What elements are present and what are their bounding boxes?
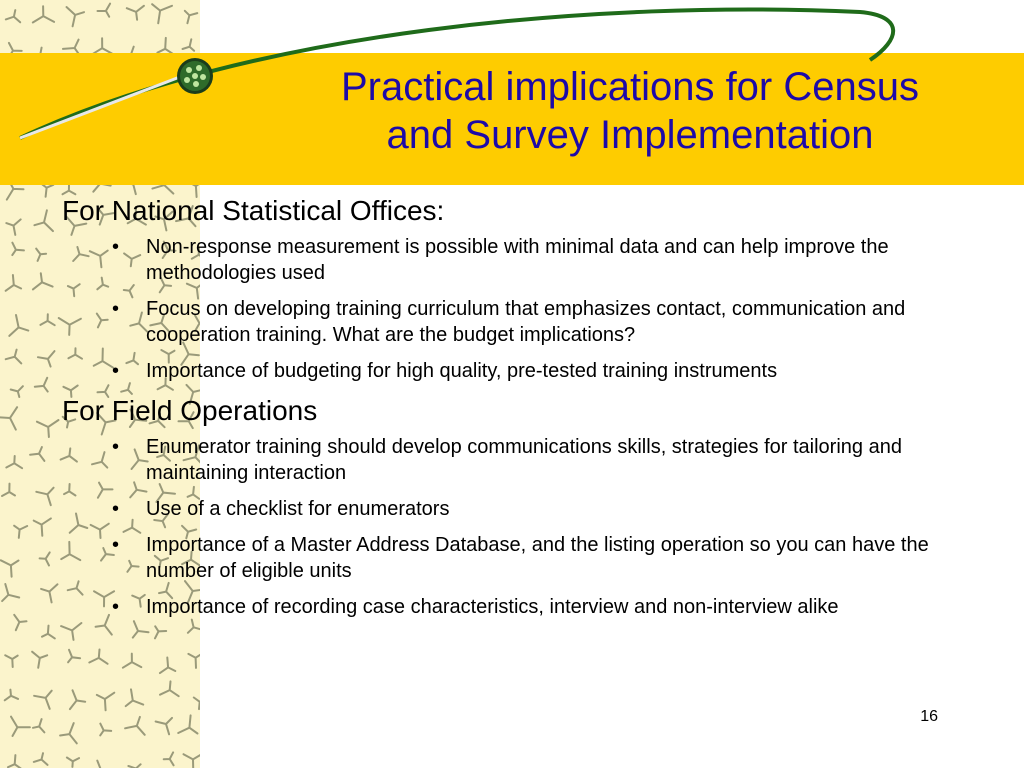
bullet-text: Non-response measurement is possible with minimal data and can help improve the methodologies used [146,236,889,284]
bullet-text: Importance of budgeting for high quality, pre-tested training instruments [146,360,778,382]
bullet-marker: • [112,236,120,258]
bullet-marker: • [112,360,120,382]
bullet-item [62,496,962,522]
section-heading-field-operations: For Field Operations [62,395,318,426]
bullet-marker: • [112,596,120,618]
slide-title [230,63,1024,159]
bullet-marker: • [112,534,120,556]
title-line-1: Practical implications for Census [341,65,919,109]
bullet-text: Use of a checklist for enumerators [146,498,450,520]
bullet-list-field-operations [62,434,962,620]
title-line-2: and Survey Implementation [386,113,874,157]
bullet-item [62,358,962,384]
bullet-marker: • [112,498,120,520]
bullet-marker: • [112,436,120,458]
bullet-item [62,434,962,486]
section-heading-nso: For National Statistical Offices: [62,195,445,226]
bullet-item [62,594,962,620]
bullet-text: Importance of recording case characteristics, interview and non-interview alike [146,596,839,618]
bullet-text: Focus on developing training curriculum that emphasizes contact, communication and cooperation training. What are the budget implications? [146,298,906,346]
bullet-item [62,532,962,584]
bullet-text: Enumerator training should develop communications skills, strategies for tailoring and maintaining interaction [146,436,902,484]
bullet-marker: • [112,298,120,320]
slide-body [62,194,962,630]
bullet-item [62,296,962,348]
page-number: 16 [920,708,938,725]
bullet-item [62,234,962,286]
bullet-text: Importance of a Master Address Database, and the listing operation so you can have the number of eligible units [146,534,929,582]
bullet-list-nso [62,234,962,384]
